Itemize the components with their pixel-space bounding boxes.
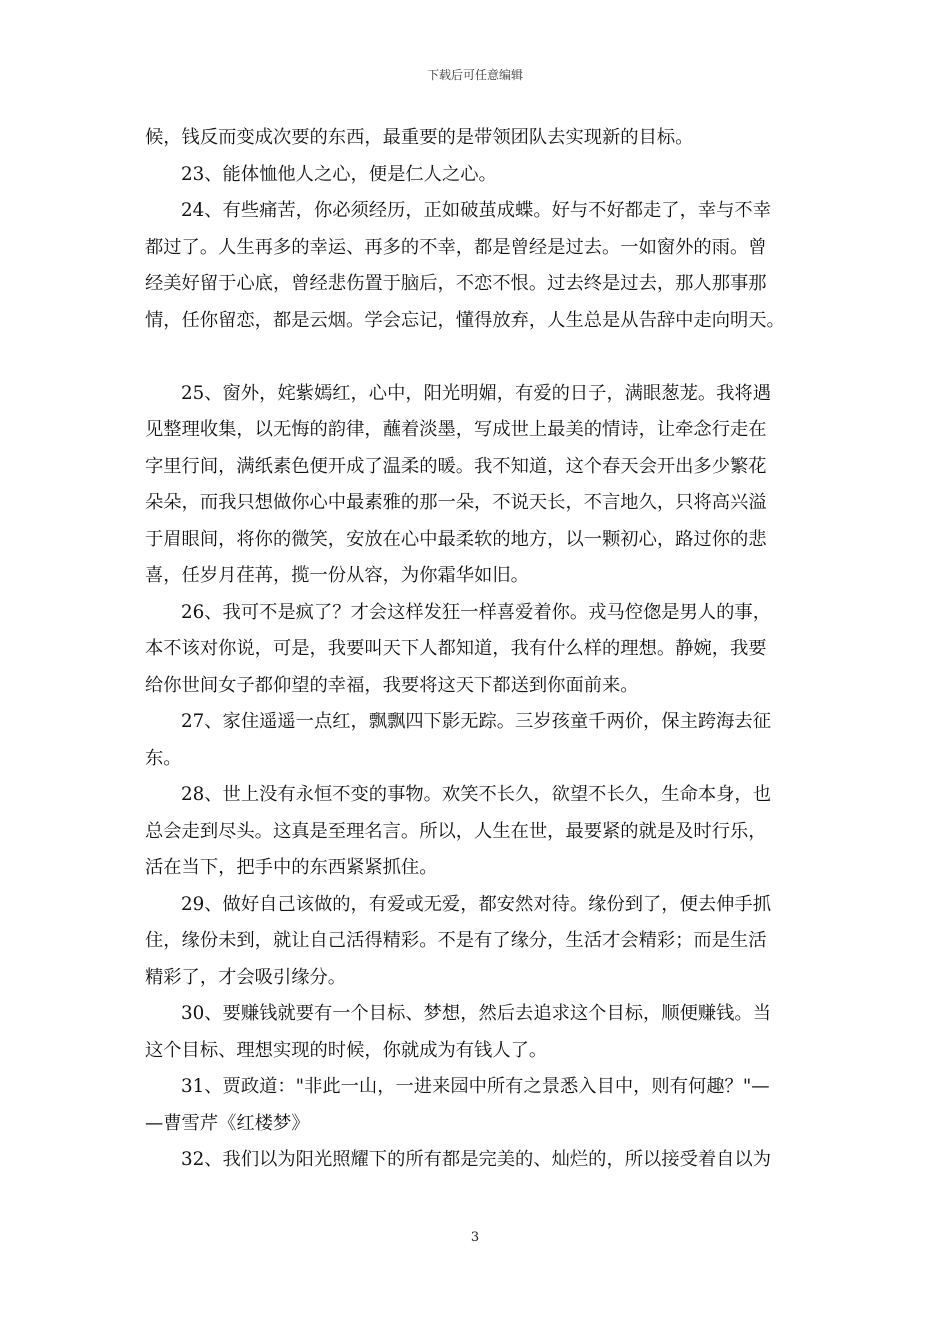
text-line: 情，任你留恋，都是云烟。学会忘记，懂得放弃，人生总是从告辞中走向明天。	[145, 309, 785, 331]
text-line: 这个目标、理想实现的时候，你就成为有钱人了。	[145, 1039, 548, 1061]
text-line: 都过了。人生再多的幸运、再多的不幸，都是曾经是过去。一如窗外的雨。曾	[145, 236, 767, 258]
text-line: 30、要赚钱就要有一个目标、梦想，然后去追求这个目标，顺便赚钱。当	[181, 1003, 771, 1024]
document-body	[145, 120, 810, 1179]
text-line: 23、能体恤他人之心，便是仁人之心。	[181, 163, 497, 185]
text-line: 29、做好自己该做的，有爱或无爱，都安然对待。缘份到了，便去伸手抓	[181, 893, 771, 915]
text-line: 候，钱反而变成次要的东西，最重要的是带领团队去实现新的目标。	[145, 127, 694, 148]
text-line: 给你世间女子都仰望的幸福，我要将这天下都送到你面前来。	[145, 674, 639, 696]
text-line: 喜，任岁月荏苒，揽一份从容，为你霜华如旧。	[145, 565, 529, 586]
text-line: 东。	[145, 747, 182, 769]
text-line: 本不该对你说，可是，我要叫天下人都知道，我有什么样的理想。静婉，我要	[145, 638, 767, 659]
text-line: 32、我们以为阳光照耀下的所有都是完美的、灿烂的，所以接受着自以为	[181, 1149, 771, 1170]
text-line: 28、世上没有永恒不变的事物。欢笑不长久，欲望不长久，生命本身，也	[181, 784, 771, 805]
text-line: 朵朵，而我只想做你心中最素雅的那一朵，不说天长，不言地久，只将高兴溢	[145, 492, 767, 513]
text-line: 活在当下，把手中的东西紧紧抓住。	[145, 857, 438, 878]
text-line: 见整理收集，以无悔的韵律，蘸着淡墨，写成世上最美的情诗，让牵念行走在	[145, 419, 767, 440]
text-line: 精彩了，才会吸引缘分。	[145, 966, 347, 988]
text-line: 31、贾政道："非此一山，一进来园中所有之景悉入目中，则有何趣？"—	[181, 1076, 770, 1097]
text-line: 住，缘份未到，就让自己活得精彩。不是有了缘分，生活才会精彩；而是生活	[145, 930, 767, 951]
text-line: 经美好留于心底，曾经悲伤置于脑后，不恋不恨。过去终是过去，那人那事那	[145, 273, 767, 294]
text-line: —曹雪芹《红楼梦》	[145, 1112, 310, 1134]
text-line: 24、有些痛苦，你必须经历，正如破茧成蝶。好与不好都走了，幸与不幸	[181, 200, 771, 221]
page-header: 下载后可任意编辑	[426, 68, 523, 82]
text-line: 字里行间，满纸素色便开成了温柔的暖。我不知道，这个春天会开出多少繁花	[145, 455, 767, 477]
paragraph-gap	[145, 339, 810, 376]
text-line: 于眉眼间，将你的微笑，安放在心中最柔软的地方，以一颗初心，路过你的悲	[145, 528, 767, 550]
text-line: 总会走到尽头。这真是至理名言。所以，人生在世，最要紧的就是及时行乐，	[145, 820, 767, 842]
page-number: 3	[470, 1230, 480, 1245]
text-line: 26、我可不是疯了？才会这样发狂一样喜爱着你。戎马倥偬是男人的事，	[181, 601, 771, 623]
text-line: 27、家住遥遥一点红，飘飘四下影无踪。三岁孩童千两价，保主跨海去征	[181, 711, 771, 732]
text-line: 25、窗外，姹紫嫣红，心中，阳光明媚，有爱的日子，满眼葱茏。我将遇	[181, 382, 771, 404]
